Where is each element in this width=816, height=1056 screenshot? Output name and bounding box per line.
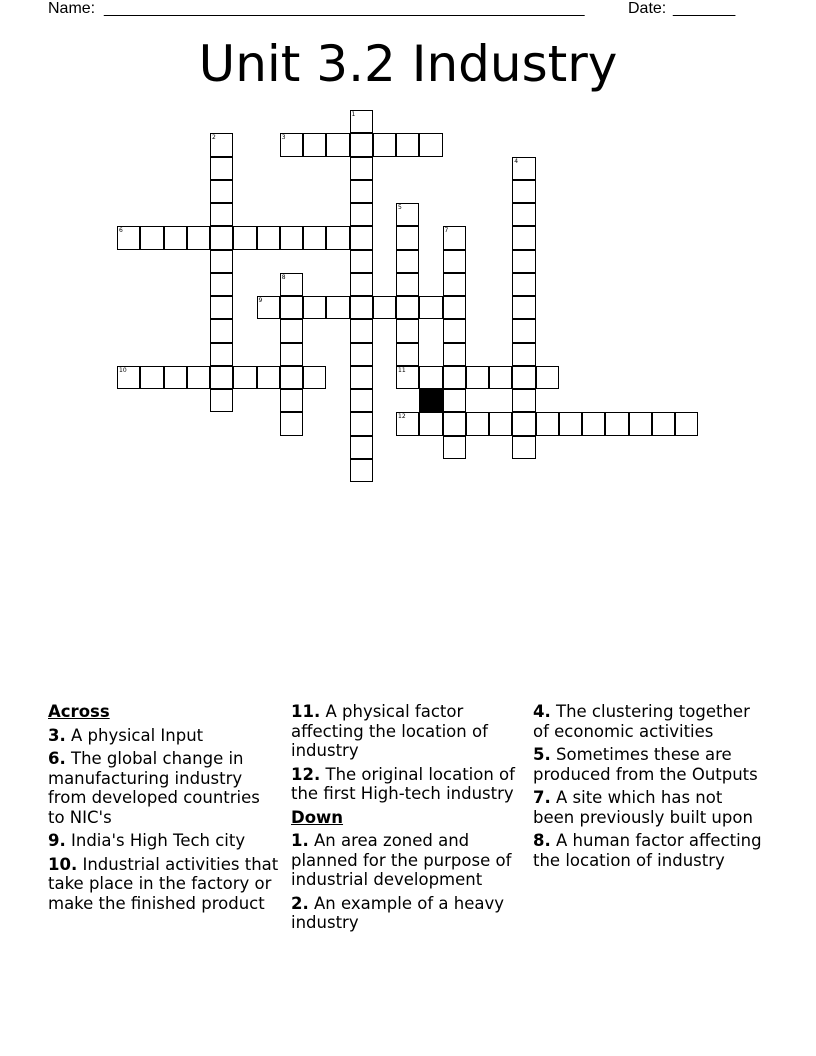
cell-number: 10 <box>119 366 127 374</box>
crossword-cell[interactable] <box>396 273 419 296</box>
clue-text: An example of a heavy industry <box>291 893 505 932</box>
crossword-cell[interactable] <box>396 296 419 319</box>
crossword-cell[interactable] <box>373 133 396 156</box>
crossword-cell[interactable] <box>350 296 373 319</box>
crossword-cell[interactable] <box>280 366 303 389</box>
crossword-cell[interactable] <box>396 203 419 226</box>
crossword-cell[interactable] <box>257 296 280 319</box>
crossword-cell[interactable] <box>512 436 535 459</box>
name-label: Name: <box>48 0 96 17</box>
crossword-cell[interactable] <box>280 296 303 319</box>
crossword-cell[interactable] <box>280 273 303 296</box>
crossword-cell[interactable] <box>280 389 303 412</box>
crossword-cell[interactable] <box>512 250 535 273</box>
clue-across-11 <box>291 702 523 761</box>
crossword-cell[interactable] <box>210 226 233 249</box>
crossword-cell[interactable] <box>350 273 373 296</box>
crossword-cell[interactable] <box>280 412 303 435</box>
crossword-cell[interactable] <box>675 412 698 435</box>
crossword-cell[interactable] <box>512 203 535 226</box>
clue-number: 9. <box>48 831 66 850</box>
cell-number: 7 <box>444 227 449 235</box>
crossword-cell[interactable] <box>350 226 373 249</box>
cell-number: 8 <box>281 273 286 281</box>
crossword-cell[interactable] <box>443 273 466 296</box>
crossword-cell[interactable] <box>233 366 256 389</box>
crossword-black-cell <box>419 389 442 412</box>
crossword-cell[interactable] <box>489 412 512 435</box>
crossword-cell[interactable] <box>466 366 489 389</box>
clue-across-6 <box>48 749 280 827</box>
crossword-cell[interactable] <box>443 366 466 389</box>
crossword-cell[interactable] <box>582 412 605 435</box>
cell-number: 2 <box>212 134 216 142</box>
crossword-cell[interactable] <box>350 366 373 389</box>
crossword-cell[interactable] <box>350 203 373 226</box>
crossword-cell[interactable] <box>303 366 326 389</box>
crossword-cell[interactable] <box>419 366 442 389</box>
crossword-cell[interactable] <box>303 226 326 249</box>
crossword-cell[interactable] <box>350 157 373 180</box>
clue-text: The original location of the first High-tech industry <box>291 764 515 803</box>
crossword-cell[interactable] <box>210 343 233 366</box>
cell-number: 9 <box>258 297 263 304</box>
crossword-cell[interactable] <box>419 133 442 156</box>
crossword-cell[interactable] <box>210 389 233 412</box>
clue-number: 12. <box>291 764 321 784</box>
clue-number: 1. <box>291 831 309 850</box>
crossword-cell[interactable] <box>210 366 233 389</box>
crossword-cell[interactable] <box>257 366 280 389</box>
crossword-cell[interactable] <box>396 319 419 342</box>
clue-text: The global change in manufacturing industry from developed countries to NIC's <box>48 749 260 827</box>
crossword-cell[interactable] <box>350 343 373 366</box>
crossword-cell[interactable] <box>396 412 419 435</box>
crossword-grid <box>0 0 816 500</box>
across-heading: Across <box>48 702 110 721</box>
crossword-cell[interactable] <box>512 226 535 249</box>
date-label: Date: <box>628 0 667 17</box>
crossword-cell[interactable] <box>443 412 466 435</box>
clue-number: 5. <box>533 745 551 764</box>
crossword-cell[interactable] <box>512 366 535 389</box>
clue-text: An area zoned and planned for the purpose of industrial development <box>291 831 512 889</box>
clue-number: 6. <box>48 749 66 768</box>
crossword-cell[interactable] <box>443 296 466 319</box>
crossword-cell[interactable] <box>512 319 535 342</box>
crossword-cell[interactable] <box>280 133 303 156</box>
crossword-cell[interactable] <box>210 319 233 342</box>
clue-down-7 <box>533 788 765 827</box>
crossword-cell[interactable] <box>373 296 396 319</box>
clue-text: A human factor affecting the location of industry <box>533 831 762 870</box>
crossword-cell[interactable] <box>559 412 582 435</box>
crossword-cell[interactable] <box>350 459 373 482</box>
clue-down-5 <box>533 745 765 784</box>
crossword-cell[interactable] <box>512 343 535 366</box>
crossword-cell[interactable] <box>210 273 233 296</box>
clue-down-2 <box>291 894 523 933</box>
crossword-cell[interactable] <box>117 226 140 249</box>
name-field-line: ______________________________________________________ <box>104 0 585 17</box>
crossword-cell[interactable] <box>303 133 326 156</box>
crossword-cell[interactable] <box>512 180 535 203</box>
crossword-cell[interactable] <box>187 226 210 249</box>
crossword-cell[interactable] <box>350 180 373 203</box>
crossword-cell[interactable] <box>512 296 535 319</box>
crossword-cell[interactable] <box>396 343 419 366</box>
crossword-cell[interactable] <box>512 273 535 296</box>
crossword-cell[interactable] <box>210 180 233 203</box>
page-title: Unit 3.2 Industry <box>198 35 618 93</box>
clues-column-1 <box>48 702 280 917</box>
crossword-cell[interactable] <box>443 389 466 412</box>
clue-number: 2. <box>291 893 309 913</box>
crossword-cell[interactable] <box>350 389 373 412</box>
crossword-cell[interactable] <box>396 133 419 156</box>
clue-number: 11. <box>291 702 321 721</box>
cell-number: 4 <box>514 157 519 165</box>
crossword-cell[interactable] <box>350 412 373 435</box>
crossword-cell[interactable] <box>512 412 535 435</box>
crossword-cell[interactable] <box>396 250 419 273</box>
crossword-cell[interactable] <box>140 226 163 249</box>
crossword-cell[interactable] <box>443 319 466 342</box>
clue-text: The clustering together of economic activities <box>533 702 750 741</box>
crossword-cell[interactable] <box>350 250 373 273</box>
cell-number: 6 <box>119 227 123 235</box>
crossword-cell[interactable] <box>140 366 163 389</box>
clue-text: India's High Tech city <box>71 831 246 850</box>
cell-number: 11 <box>398 366 406 374</box>
crossword-cell[interactable] <box>350 319 373 342</box>
clue-number: 10. <box>48 854 78 874</box>
crossword-cell[interactable] <box>117 366 140 389</box>
crossword-cell[interactable] <box>350 110 373 133</box>
crossword-cell[interactable] <box>303 296 326 319</box>
crossword-cell[interactable] <box>280 226 303 249</box>
clue-down-8 <box>533 831 765 870</box>
crossword-cell[interactable] <box>652 412 675 435</box>
crossword-cell[interactable] <box>443 250 466 273</box>
clue-number: 4. <box>533 702 551 721</box>
clues-column-2 <box>291 702 523 937</box>
crossword-cell[interactable] <box>280 343 303 366</box>
crossword-cell[interactable] <box>466 412 489 435</box>
crossword-cell[interactable] <box>164 226 187 249</box>
crossword-cell[interactable] <box>443 226 466 249</box>
clue-text: Sometimes these are produced from the Outputs <box>533 745 758 784</box>
crossword-cell[interactable] <box>326 133 349 156</box>
clue-down-4 <box>533 702 765 741</box>
clue-text: Industrial activities that take place in the factory or make the finished product <box>48 854 279 913</box>
clue-across-3 <box>48 726 280 746</box>
crossword-cell[interactable] <box>443 436 466 459</box>
clue-number: 7. <box>533 788 551 807</box>
cell-number: 12 <box>398 413 406 421</box>
crossword-cell[interactable] <box>257 226 280 249</box>
clue-across-9 <box>48 831 280 851</box>
clue-number: 3. <box>48 725 66 745</box>
crossword-cell[interactable] <box>350 133 373 156</box>
crossword-cell[interactable] <box>536 412 559 435</box>
crossword-cell[interactable] <box>512 157 535 180</box>
crossword-cell[interactable] <box>350 436 373 459</box>
crossword-cell[interactable] <box>210 296 233 319</box>
crossword-cell[interactable] <box>536 366 559 389</box>
date-field-line: _______ <box>673 0 736 17</box>
crossword-cell[interactable] <box>419 296 442 319</box>
crossword-cell[interactable] <box>605 412 628 435</box>
clue-down-1 <box>291 831 523 890</box>
crossword-cell[interactable] <box>512 389 535 412</box>
crossword-cell[interactable] <box>187 366 210 389</box>
clue-text: A physical Input <box>71 725 204 745</box>
crossword-cell[interactable] <box>326 226 349 249</box>
crossword-cell[interactable] <box>443 343 466 366</box>
clue-text: A physical factor affecting the location of industry <box>291 702 488 760</box>
crossword-cell[interactable] <box>233 226 256 249</box>
crossword-cell[interactable] <box>419 412 442 435</box>
crossword-cell[interactable] <box>210 157 233 180</box>
clue-text: A site which has not been previously built upon <box>533 788 753 827</box>
crossword-cell[interactable] <box>629 412 652 435</box>
crossword-cell[interactable] <box>489 366 512 389</box>
crossword-cell[interactable] <box>326 296 349 319</box>
clue-number: 8. <box>533 831 551 850</box>
cell-number: 5 <box>398 204 402 211</box>
crossword-cell[interactable] <box>210 250 233 273</box>
crossword-cell[interactable] <box>396 226 419 249</box>
cell-number: 1 <box>351 111 356 118</box>
cell-number: 3 <box>281 134 286 142</box>
crossword-cell[interactable] <box>396 366 419 389</box>
crossword-cell[interactable] <box>210 133 233 156</box>
crossword-cell[interactable] <box>280 319 303 342</box>
clue-across-12 <box>291 765 523 804</box>
down-heading: Down <box>291 807 344 827</box>
crossword-cell[interactable] <box>210 203 233 226</box>
clue-across-10 <box>48 855 280 914</box>
crossword-cell[interactable] <box>164 366 187 389</box>
clues-column-3 <box>533 702 765 874</box>
